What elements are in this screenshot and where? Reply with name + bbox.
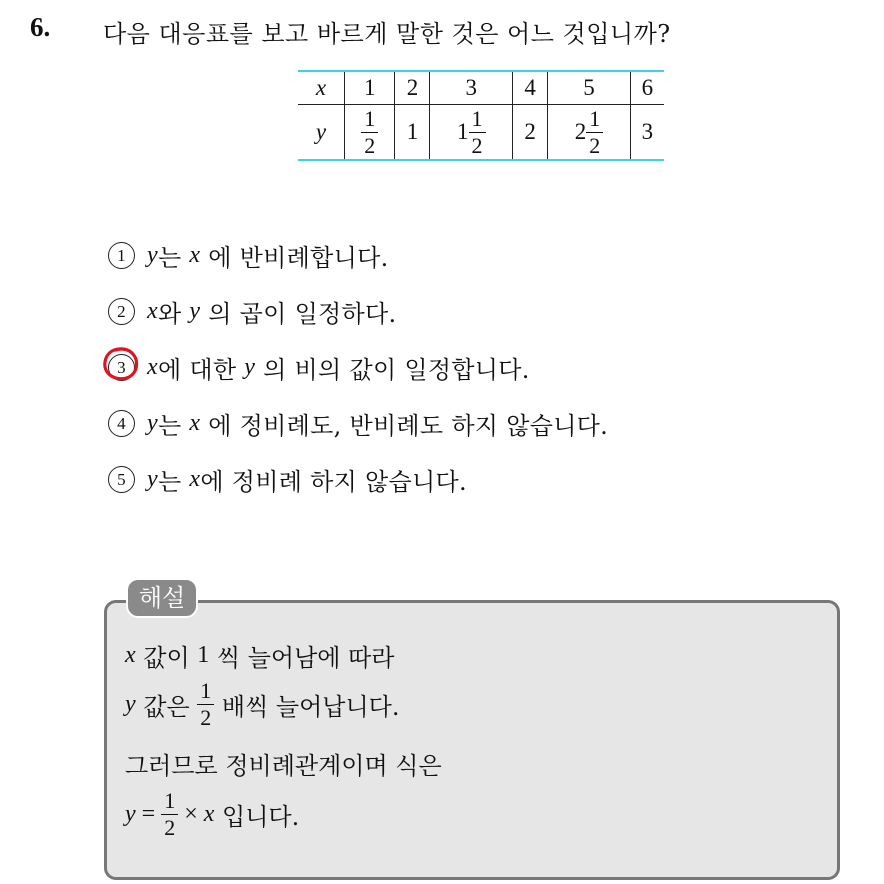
- table-header-x: x: [298, 71, 345, 105]
- fraction-denominator: 2: [589, 132, 601, 158]
- choice-text: 의 곱이 일정하다.: [200, 300, 397, 328]
- explanation-line-1: [125, 638, 394, 673]
- exp-var: x: [203, 801, 215, 827]
- fraction-numerator: 1: [586, 108, 603, 133]
- mixed-whole: 1: [457, 119, 469, 144]
- table-cell-y: [548, 105, 631, 161]
- fraction-denominator: 2: [364, 132, 376, 158]
- choice-number: 5: [108, 466, 135, 493]
- table-cell-y: 2: [513, 105, 548, 161]
- table-cell-y: 1: [395, 105, 430, 161]
- choice-text: 는: [157, 412, 190, 440]
- table-row-y: [298, 105, 664, 161]
- choice-number: 4: [108, 410, 135, 437]
- exp-text: 입니다.: [214, 803, 300, 831]
- table-cell-x: 6: [630, 71, 664, 105]
- table-cell-x: 3: [430, 71, 513, 105]
- choice-var: y: [147, 410, 158, 436]
- exp-var: x: [125, 642, 136, 668]
- choice-5[interactable]: [108, 462, 467, 497]
- fraction-denominator: 2: [200, 705, 212, 730]
- choice-1[interactable]: [108, 238, 389, 273]
- fraction-denominator: 2: [164, 815, 176, 840]
- choice-text: 는: [157, 244, 190, 272]
- choice-text: 의 비의 값이 일정합니다.: [255, 356, 530, 384]
- answer-circle-mark: [101, 344, 141, 384]
- choice-var: x: [147, 354, 158, 380]
- table-cell-y: 3: [630, 105, 664, 161]
- exp-equals: =: [135, 801, 162, 827]
- choice-var: x: [189, 410, 201, 436]
- choice-var: y: [147, 242, 158, 268]
- choice-2[interactable]: [108, 294, 396, 329]
- fraction-numerator: 1: [161, 790, 178, 815]
- question-number: 6.: [30, 12, 51, 42]
- exp-var: y: [125, 801, 136, 827]
- exp-text: 값은: [135, 693, 198, 721]
- choice-text: 에 반비례합니다.: [200, 244, 389, 272]
- choice-var: y: [147, 466, 158, 492]
- exp-text: 값이: [135, 644, 198, 672]
- choice-number: 2: [108, 298, 135, 325]
- choice-number: 1: [108, 242, 135, 269]
- explanation-line-3: [125, 746, 442, 781]
- table-cell-x: 5: [548, 71, 631, 105]
- exp-text: 배씩 늘어납니다.: [214, 693, 400, 721]
- choice-var: y: [244, 354, 256, 380]
- choice-text: 와: [157, 300, 190, 328]
- choice-4[interactable]: [108, 406, 608, 441]
- choice-var: x: [147, 298, 158, 324]
- explanation-line-2: [125, 680, 399, 729]
- exp-var: y: [125, 691, 136, 717]
- correspondence-table: [298, 70, 664, 161]
- exp-times: ×: [178, 801, 204, 827]
- choice-var: y: [189, 298, 201, 324]
- table-cell-x: 1: [345, 71, 395, 105]
- table-cell-y: [430, 105, 513, 161]
- choice-text: 에 대한: [157, 356, 245, 384]
- mixed-whole: 2: [574, 119, 587, 144]
- choice-var: x: [189, 242, 201, 268]
- fraction-numerator: 1: [469, 108, 486, 133]
- exp-text: 그러므로 정비례관계이며 식은: [125, 752, 442, 780]
- choice-number: 3: [108, 354, 135, 381]
- choice-var: x: [189, 466, 201, 492]
- exp-fraction: [161, 790, 178, 839]
- explanation-tag: 해설: [126, 578, 198, 618]
- table-row-x: [298, 71, 664, 105]
- fraction-numerator: 1: [197, 680, 214, 705]
- choice-text: 에 정비례도, 반비례도 하지 않습니다.: [200, 412, 609, 440]
- choice-text: 는: [157, 468, 190, 496]
- table-cell-x: 2: [395, 71, 430, 105]
- table-header-y: y: [315, 119, 327, 144]
- choice-3[interactable]: [108, 350, 530, 385]
- exp-number: 1: [197, 642, 210, 668]
- choice-text: 에 정비례 하지 않습니다.: [200, 468, 467, 496]
- explanation-line-4: [125, 790, 299, 839]
- exp-fraction: [197, 680, 214, 729]
- question-text: 다음 대응표를 보고 바르게 말한 것은 어느 것입니까?: [103, 20, 671, 48]
- exp-text: 씩 늘어남에 따라: [209, 644, 395, 672]
- table-cell-y: [345, 105, 395, 161]
- fraction-denominator: 2: [471, 132, 483, 158]
- table-cell-x: 4: [513, 71, 548, 105]
- fraction-numerator: 1: [361, 108, 378, 133]
